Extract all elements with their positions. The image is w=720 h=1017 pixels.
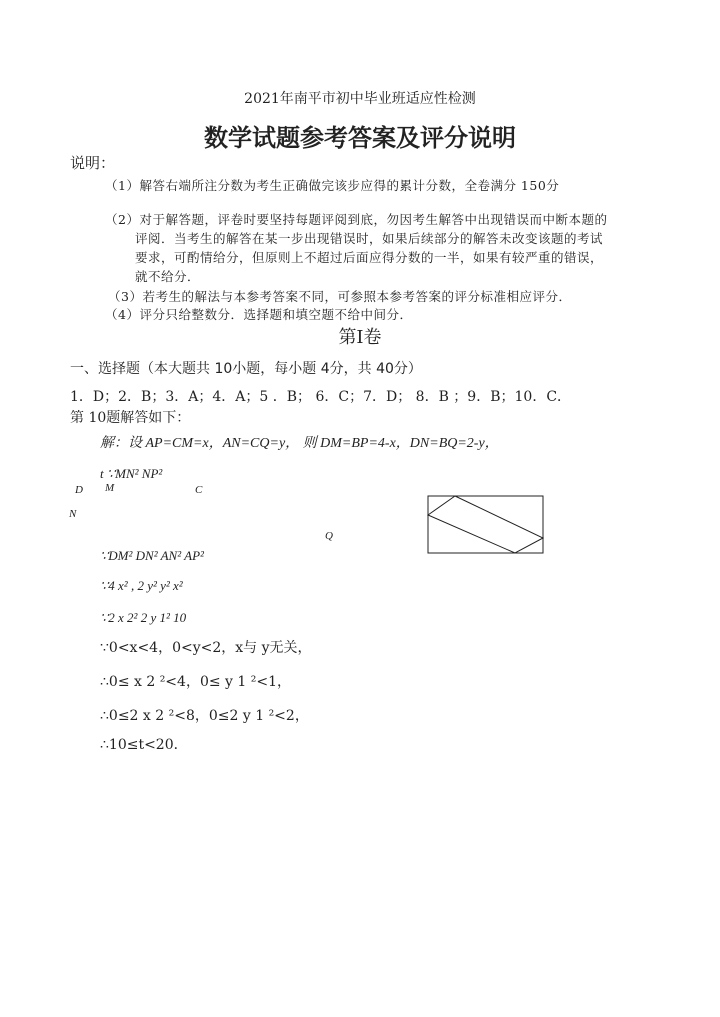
note-1: （1）解答右端所注分数为考生正确做完该步应得的累计分数，全卷满分 150分 xyxy=(105,178,560,193)
label-Q: Q xyxy=(325,530,333,542)
note-2-cont: 评阅．当考生的解答在某一步出现错误时，如果后续部分的解答未改变该题的考试 xyxy=(135,231,604,246)
note-3: （3）若考生的解法与本参考答案不同，可参照本参考答案的评分标准相应评分． xyxy=(108,289,572,304)
solution-line: ∵2 x 2² 2 y 1² 10 xyxy=(100,610,187,625)
solution-line: ∵4 x² , 2 y² y² x² xyxy=(100,578,183,593)
label-N: N xyxy=(69,508,77,520)
note-2-cont: 要求，可酌情给分，但原则上不超过后面应得分数的一半，如果有较严重的错误， xyxy=(135,250,604,265)
note-4: （4）评分只给整数分．选择题和填空题不给中间分． xyxy=(105,307,413,322)
q10-intro: 第 10题解答如下： xyxy=(70,410,191,426)
solution-line: ∴0≤2 x 2 ²<8，0≤2 y 1 ²<2， xyxy=(100,708,309,724)
note-2: （2）对于解答题，评卷时要坚持每题评阅到底，勿因考生解答中出现错误而中断本题的 xyxy=(105,212,608,227)
document-title: 数学试题参考答案及评分说明 xyxy=(204,124,516,152)
label-C: C xyxy=(195,484,203,496)
parallelogram-mnpq xyxy=(428,496,543,553)
solution-line: 解：设 AP=CM=x，AN=CQ=y， 则 DM=BP=4-x，DN=BQ=2-y， xyxy=(100,436,499,451)
section-heading: 一、选择题（本大题共 10小题，每小题 4分，共 40分） xyxy=(70,361,422,377)
solution-line: ∴10≤t<20． xyxy=(100,737,188,753)
solution-line: ∵DM² DN² AN² AP² xyxy=(100,548,204,563)
notes-heading: 说明： xyxy=(70,154,116,172)
exam-subtitle: 2021年南平市初中毕业班适应性检测 xyxy=(244,91,476,107)
part-heading: 第Ⅰ卷 xyxy=(338,327,382,348)
rectangle-figure xyxy=(427,495,545,555)
solution-line: t ∵MN² NP² xyxy=(100,466,163,481)
solution-line: ∴0≤ x 2 ²<4，0≤ y 1 ²<1， xyxy=(100,674,292,690)
label-D: D xyxy=(75,484,83,496)
answer-key: 1．D；2．B；3．A；4．A；5 ．B； 6．C；7．D； 8．B ；9．B；10．C． xyxy=(70,389,572,405)
note-2-cont: 就不给分． xyxy=(135,269,201,284)
solution-line: ∵0<x<4，0<y<2，x与 y无关， xyxy=(100,640,312,656)
label-M: M xyxy=(105,482,115,494)
